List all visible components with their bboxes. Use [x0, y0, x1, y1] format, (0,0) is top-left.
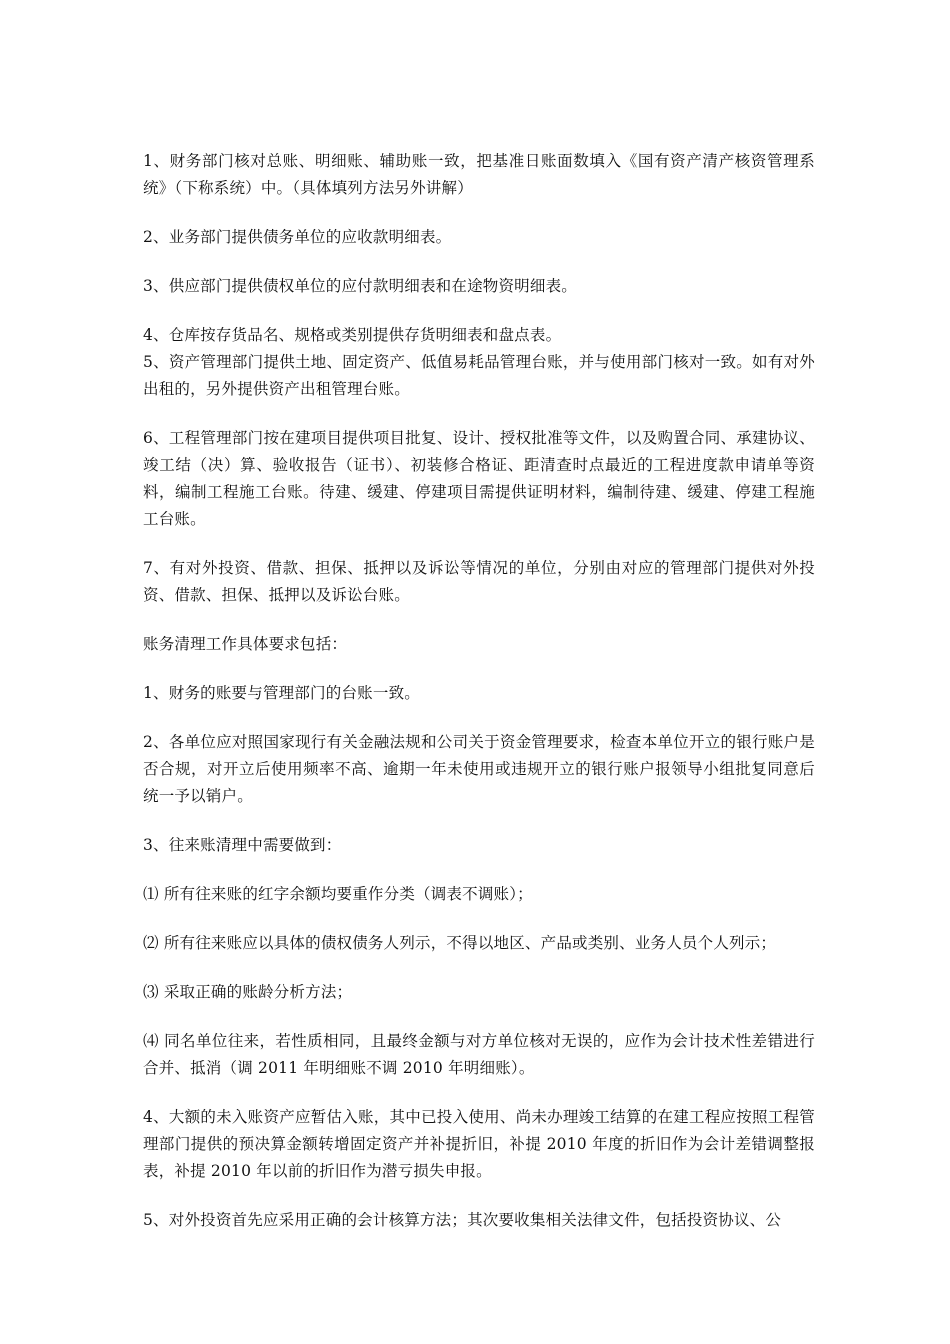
paragraph-6: 6、工程管理部门按在建项目提供项目批复、设计、授权批准等文件，以及购置合同、承建协议、竣工结（决）算、验收报告（证书）、初装修合格证、距清查时点最近的工程进度款申请单等资料，编制工程施工台账。待建、缓建、停建项目需提供证明材料，编制待建、缓建、停建工程施工台账。	[143, 429, 815, 528]
requirement-3-item-2: ⑵ 所有往来账应以具体的债权债务人列示，不得以地区、产品或类别、业务人员个人列示；	[143, 934, 777, 952]
requirement-2: 2、各单位应对照国家现行有关金融法规和公司关于资金管理要求，检查本单位开立的银行账户是否合规，对开立后使用频率不高、逾期一年未使用或违规开立的银行账户报领导小组批复同意后统一予以销户。	[143, 733, 815, 805]
requirement-4: 4、大额的未入账资产应暂估入账，其中已投入使用、尚未办理竣工结算的在建工程应按照工程管理部门提供的预决算金额转增固定资产并补提折旧，补提 2010 年度的折旧作为会计差错调整报表，补提 2010 年以前的折旧作为潜亏损失申报。	[143, 1108, 815, 1180]
paragraph-1: 1、财务部门核对总账、明细账、辅助账一致，把基准日账面数填入《国有资产清产核资管理系统》（下称系统）中。（具体填列方法另外讲解）	[143, 152, 815, 197]
paragraph-7: 7、有对外投资、借款、担保、抵押以及诉讼等情况的单位，分别由对应的管理部门提供对外投资、借款、担保、抵押以及诉讼台账。	[143, 559, 815, 604]
requirement-3-item-4: ⑷ 同名单位往来，若性质相同，且最终金额与对方单位核对无误的，应作为会计技术性差错进行合并、抵消（调 2011 年明细账不调 2010 年明细账）。	[143, 1032, 815, 1077]
requirement-3-item-3: ⑶ 采取正确的账龄分析方法；	[143, 983, 353, 1001]
paragraph-2: 2、业务部门提供债务单位的应收款明细表。	[143, 228, 452, 246]
paragraph-4: 4、仓库按存货品名、规格或类别提供存货明细表和盘点表。	[143, 326, 562, 344]
document-body	[143, 148, 815, 1256]
section-heading-requirements: 账务清理工作具体要求包括：	[143, 635, 348, 653]
requirement-1: 1、财务的账要与管理部门的台账一致。	[143, 684, 420, 702]
requirement-3-item-1: ⑴ 所有往来账的红字余额均要重作分类（调表不调账）；	[143, 885, 533, 903]
paragraph-3: 3、供应部门提供债权单位的应付款明细表和在途物资明细表。	[143, 277, 577, 295]
requirement-3: 3、往来账清理中需要做到：	[143, 836, 342, 854]
requirement-5: 5、对外投资首先应采用正确的会计核算方法；其次要收集相关法律文件，包括投资协议、公	[143, 1211, 782, 1229]
paragraph-5: 5、资产管理部门提供土地、固定资产、低值易耗品管理台账，并与使用部门核对一致。如有对外出租的，另外提供资产出租管理台账。	[143, 353, 815, 398]
